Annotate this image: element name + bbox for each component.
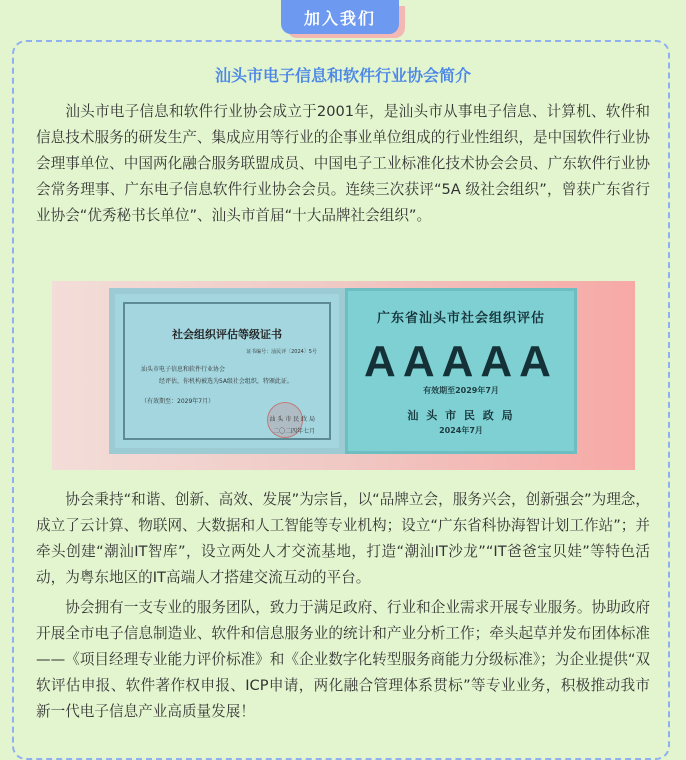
- certificate-border: [123, 302, 331, 440]
- evaluation-plaque: [345, 288, 577, 454]
- plaque-grade: AAAAA: [364, 337, 558, 386]
- certificate-date: 二〇二四年七月: [272, 428, 315, 435]
- certificate-number: 证书编号：汕民评〔2024〕5号: [246, 349, 317, 355]
- intro-paragraph: [36, 99, 650, 229]
- mission-paragraph: [36, 487, 650, 591]
- certificate-issuer: 汕 头 市 民 政 局: [269, 416, 315, 423]
- team-text: 协会拥有一支专业的服务团队，致力于满足政府、行业和企业需求开展专业服务。协助政府开展全市电子信息制造业、软件和信息服务业的统计和产业分析工作；牵头起草并发布团体标准——《项目经理专业能力评价标准》和《企业数字化转型服务商能力分级标准》；为企业提供“双软评估申报、软件著作权申报、ICP申请，两化融合管理体系贯标”等专业业务，积极推动我市新一代电子信息产业高质量发展！: [36, 599, 650, 720]
- team-paragraph: [36, 595, 650, 725]
- evaluation-certificate: [109, 288, 345, 454]
- plaque-title: 广东省汕头市社会组织评估: [376, 311, 545, 326]
- plaque-issuer: 汕 头 市 民 政 局: [407, 409, 515, 422]
- plaque-validity: 有效期至2029年7月: [423, 386, 499, 395]
- join-us-tab: 加入我们: [281, 0, 399, 34]
- certificate-validity: （有效期至：2029年7月）: [141, 398, 215, 405]
- section-tab: [281, 0, 405, 38]
- certificate-title: 社会组织评估等级证书: [172, 328, 282, 341]
- mission-text: 协会秉持“和谐、创新、高效、发展”为宗旨，以“品牌立会，服务兴会，创新强会”为理念，成立了云计算、物联网、大数据和人工智能等专业机构；设立“广东省科协海智计划工作站”；并牵头创建“潮汕IT智库”，设立两处人才交流基地，打造“潮汕IT沙龙”“IT爸爸宝贝娃”等特色活动，为粤东地区的IT高端人才搭建交流互动的平台。: [36, 491, 650, 586]
- section-title: 汕头市电子信息和软件行业协会简介: [214, 66, 471, 85]
- plaque-date: 2024年7月: [439, 426, 483, 435]
- intro-text: 汕头市电子信息和软件行业协会成立于2001年，是汕头市从事电子信息、计算机、软件和信息技术服务的研发生产、集成应用等行业的企事业单位组成的行业性组织，是中国软件行业协会理事单位、中国两化融合服务联盟成员、中国电子工业标准化技术协会会员、广东软件行业协会常务理事、广东电子信息软件行业协会会员。连续三次获评“5A 级社会组织”，曾获广东省行业协会“优秀秘书长单位”、汕头市首届“十大品牌社会组织”。: [36, 103, 650, 224]
- certificate-recipient: 汕头市电子信息和软件行业协会: [141, 366, 226, 373]
- certificate-body: 经评估，你机构被选为5A级社会组织，特颁此证。: [159, 378, 293, 385]
